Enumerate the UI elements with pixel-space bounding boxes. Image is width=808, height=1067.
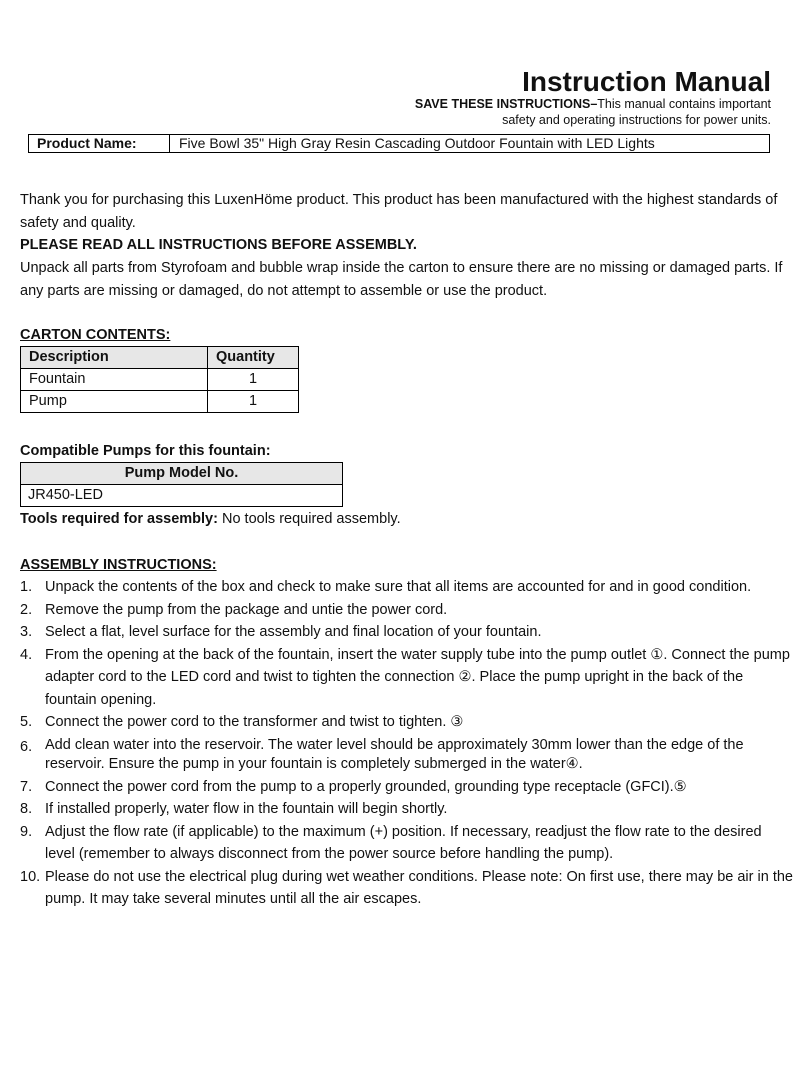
subtitle-line-2: safety and operating instructions for power units.: [502, 113, 771, 127]
tools-required-value: No tools required assembly.: [217, 511, 401, 527]
list-item: [20, 599, 795, 622]
step-number: 10.: [20, 868, 41, 885]
list-item: [20, 711, 795, 734]
carton-contents-heading: CARTON CONTENTS:: [20, 327, 171, 343]
step-text: Add clean water into the reservoir. The water level should be approximately 30mm lower than the edge of the reservoir. Ensure the pump in your fountain is completely submerged in the water④.: [45, 736, 744, 772]
thank-you-paragraph: Thank you for purchasing this LuxenHöme product. This product has been manufactured with the highest standards of safety and quality.: [20, 192, 778, 231]
product-name-value: Five Bowl 35" High Gray Resin Cascading Outdoor Fountain with LED Lights: [179, 135, 655, 151]
table-cell: Fountain: [21, 369, 208, 391]
table-row: [21, 485, 343, 507]
subtitle-text: This manual contains important: [597, 97, 771, 111]
table-header-row: [21, 463, 343, 485]
unpack-paragraph: Unpack all parts from Styrofoam and bubble wrap inside the carton to ensure there are no missing or damaged parts. If any parts are missing or damaged, do not attempt to assemble or use the product.: [20, 260, 783, 299]
document-subtitle: [415, 96, 771, 128]
compatible-pumps-table: [20, 462, 343, 507]
step-number: 7.: [20, 778, 33, 795]
list-item: [20, 866, 795, 911]
carton-contents-table: [20, 346, 299, 413]
pump-model-value: JR450-LED: [21, 485, 343, 507]
list-item: [20, 776, 795, 799]
step-number: 2.: [20, 601, 33, 618]
step-number: 9.: [20, 823, 33, 840]
document-title: Instruction Manual: [522, 66, 771, 97]
list-item: [20, 798, 795, 821]
assembly-steps-list: [20, 576, 795, 911]
step-text: Please do not use the electrical plug during wet weather conditions. Please note: On first use, there may be air in the pump. It may take several minutes until all the air escapes.: [45, 868, 793, 907]
tools-required-line: [20, 509, 401, 529]
save-instructions-label: SAVE THESE INSTRUCTIONS–: [414, 97, 598, 111]
quantity-header: Quantity: [208, 347, 299, 369]
compatible-pumps-label: Compatible Pumps for this fountain:: [20, 443, 271, 459]
list-item: [20, 821, 795, 866]
table-row: [21, 391, 299, 413]
pump-model-header: Pump Model No.: [21, 463, 343, 485]
step-text: Remove the pump from the package and untie the power cord.: [45, 601, 448, 618]
step-text: Adjust the flow rate (if applicable) to the maximum (+) position. If necessary, readjust the flow rate to the desired level (remember to always disconnect from the power source before handling the pump).: [45, 823, 762, 862]
step-text: If installed properly, water flow in the fountain will begin shortly.: [45, 801, 448, 817]
step-text: Connect the power cord from the pump to a properly grounded, grounding type receptacle (GFCI).⑤: [45, 778, 687, 795]
list-item: [20, 736, 795, 775]
product-name-box: [28, 134, 770, 153]
table-cell: 1: [208, 391, 299, 413]
step-number: 6.: [20, 738, 33, 755]
list-item: [20, 644, 795, 712]
product-name-label: Product Name:: [29, 135, 170, 152]
step-number: 3.: [20, 624, 33, 640]
step-number: 4.: [20, 646, 33, 663]
assembly-instructions-heading: ASSEMBLY INSTRUCTIONS:: [20, 557, 217, 573]
read-all-instructions: PLEASE READ ALL INSTRUCTIONS BEFORE ASSEMBLY.: [20, 237, 417, 253]
list-item: [20, 576, 795, 599]
description-header: Description: [21, 347, 208, 369]
step-number: 5.: [20, 714, 33, 730]
tools-required-label: Tools required for assembly:: [20, 511, 218, 527]
table-header-row: [21, 347, 299, 369]
table-cell: 1: [208, 369, 299, 391]
list-item: [20, 621, 795, 644]
step-text: From the opening at the back of the fountain, insert the water supply tube into the pump outlet ①. Connect the pump adapter cord to the LED cord and twist to tighten the connection ②. Place the pump upright in the back of the fountain opening.: [45, 646, 790, 708]
step-text: Select a flat, level surface for the assembly and final location of your fountain.: [45, 624, 542, 640]
table-cell: Pump: [21, 391, 208, 413]
step-number: 8.: [20, 801, 33, 817]
step-number: 1.: [20, 579, 33, 595]
table-row: [21, 369, 299, 391]
step-text: Unpack the contents of the box and check to make sure that all items are accounted for and in good condition.: [45, 579, 752, 595]
step-text: Connect the power cord to the transformer and twist to tighten. ③: [45, 714, 464, 730]
